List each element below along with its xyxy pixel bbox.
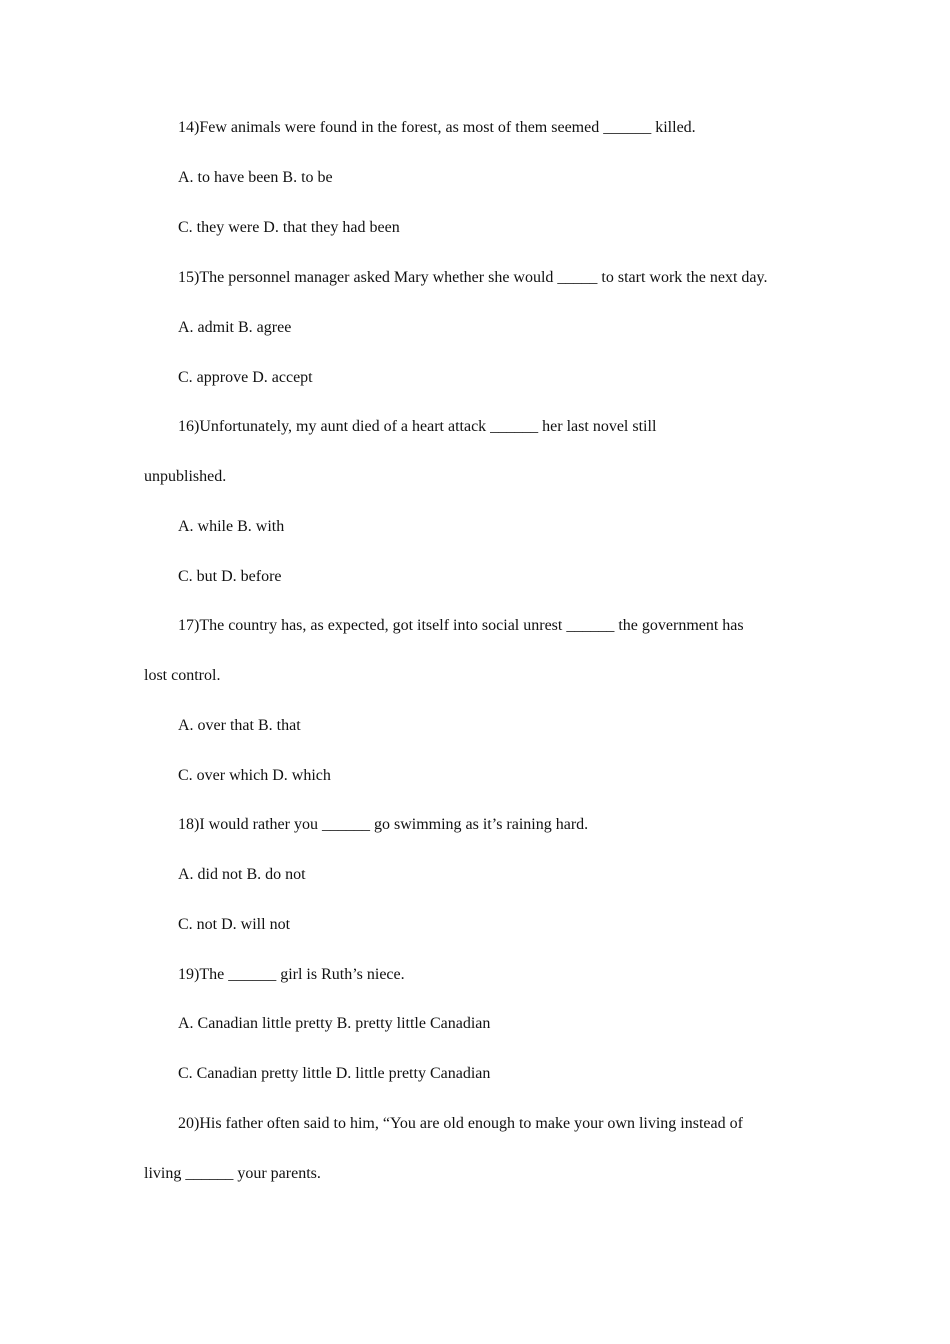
question-20: 20)His father often said to him, “You are old enough to make your own living instead of	[178, 1115, 743, 1132]
options-18-cd: C. not D. will not	[178, 916, 291, 933]
question-14: 14)Few animals were found in the forest, as most of them seemed ______ killed.	[178, 119, 696, 136]
question-15: 15)The personnel manager asked Mary whether she would _____ to start work the next day.	[178, 269, 768, 286]
question-16-continued: unpublished.	[144, 468, 227, 485]
options-16-ab: A. while B. with	[178, 518, 285, 535]
question-17-continued: lost control.	[144, 667, 221, 684]
options-17-ab: A. over that B. that	[178, 717, 301, 734]
options-17-cd: C. over which D. which	[178, 767, 331, 784]
options-15-ab: A. admit B. agree	[178, 319, 292, 336]
options-14-ab: A. to have been B. to be	[178, 169, 333, 186]
options-15-cd: C. approve D. accept	[178, 369, 313, 386]
question-18: 18)I would rather you ______ go swimming as it’s raining hard.	[178, 816, 589, 833]
options-14-cd: C. they were D. that they had been	[178, 219, 400, 236]
options-16-cd: C. but D. before	[178, 568, 282, 585]
question-20-continued: living ______ your parents.	[144, 1165, 321, 1182]
options-19-cd: C. Canadian pretty little D. little pretty Canadian	[178, 1065, 491, 1082]
question-17: 17)The country has, as expected, got itself into social unrest ______ the government has	[178, 617, 744, 634]
options-19-ab: A. Canadian little pretty B. pretty little Canadian	[178, 1015, 491, 1032]
options-18-ab: A. did not B. do not	[178, 866, 306, 883]
question-19: 19)The ______ girl is Ruth’s niece.	[178, 966, 405, 983]
question-16: 16)Unfortunately, my aunt died of a heart attack ______ her last novel still	[178, 418, 657, 435]
